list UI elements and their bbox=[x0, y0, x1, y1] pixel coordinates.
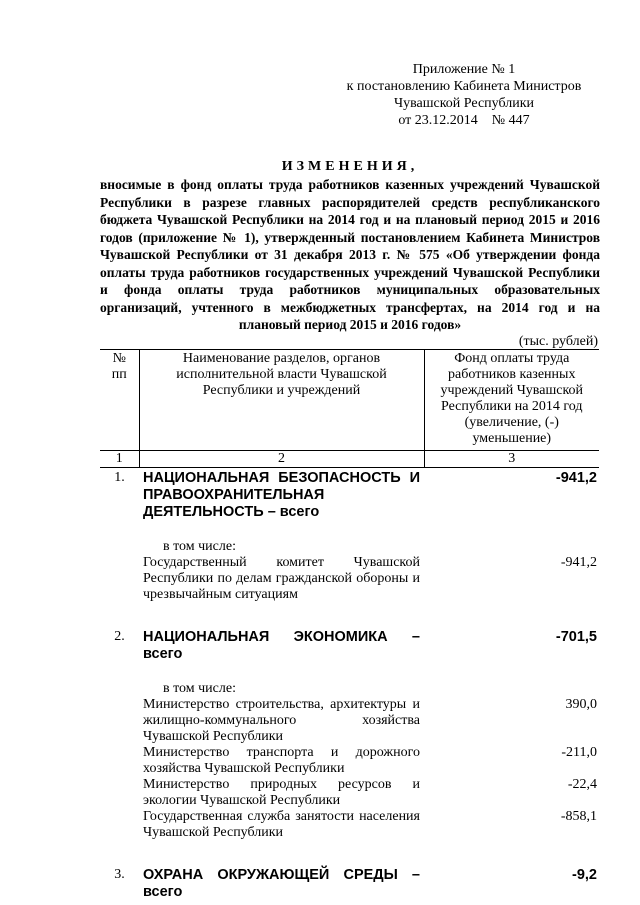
appendix-number: Приложение № 1 bbox=[412, 62, 516, 77]
spacer-row bbox=[100, 663, 599, 681]
item-row bbox=[100, 555, 599, 603]
appendix-header bbox=[330, 61, 598, 129]
header-name: Наименование разделов, органов исполнительной власти Чувашской Республики и учреждений bbox=[139, 350, 424, 451]
section-number: 1. bbox=[114, 470, 125, 485]
table-header-row bbox=[100, 350, 599, 451]
spacer-row bbox=[100, 521, 599, 539]
spacer-row bbox=[100, 841, 599, 865]
column-number: 3 bbox=[424, 451, 599, 468]
section-value: -701,5 bbox=[555, 629, 597, 645]
section-name: НАЦИОНАЛЬНАЯ ЭКОНОМИКА – всего bbox=[143, 629, 420, 662]
column-number-row bbox=[100, 451, 599, 468]
header-fund: Фонд оплаты труда работников казенных учреждений Чувашской Республики на 2014 год (увеличение, (-) уменьшение) bbox=[424, 350, 599, 451]
item-row bbox=[100, 697, 599, 745]
section-name: НАЦИОНАЛЬНАЯ БЕЗОПАСНОСТЬ И ПРАВООХРАНИТЕЛЬНАЯ ДЕЯТЕЛЬНОСТЬ – всего bbox=[143, 470, 420, 520]
units-label: (тыс. рублей) bbox=[518, 334, 598, 349]
including-row bbox=[100, 539, 599, 555]
section-name: ОХРАНА ОКРУЖАЮЩЕЙ СРЕДЫ – всего bbox=[143, 867, 420, 900]
including-row bbox=[100, 681, 599, 697]
appendix-republic: Чувашской Республики bbox=[393, 96, 535, 111]
section-value: -9,2 bbox=[572, 867, 597, 883]
including-label: в том числе: bbox=[163, 681, 236, 696]
document-title: ИЗМЕНЕНИЯ, bbox=[281, 159, 419, 174]
changes-table bbox=[100, 349, 599, 901]
including-label: в том числе: bbox=[163, 539, 236, 554]
section-value: -941,2 bbox=[555, 470, 597, 486]
item-name: Министерство строительства, архитектуры и жилищно-коммунального хозяйства Чувашской Республики bbox=[143, 697, 420, 744]
appendix-resolution: к постановлению Кабинета Министров bbox=[346, 79, 582, 94]
column-number: 2 bbox=[139, 451, 424, 468]
item-value: -211,0 bbox=[561, 745, 597, 760]
section-row bbox=[100, 468, 599, 522]
item-row bbox=[100, 809, 599, 841]
item-name: Государственная служба занятости населения Чувашской Республики bbox=[143, 809, 420, 840]
item-value: -858,1 bbox=[560, 809, 597, 824]
section-number: 2. bbox=[114, 629, 125, 644]
item-row bbox=[100, 745, 599, 777]
item-name: Государственный комитет Чувашской Республики по делам гражданской обороны и чрезвычайным ситуациям bbox=[143, 555, 420, 602]
item-name: Министерство транспорта и дорожного хозяйства Чувашской Республики bbox=[143, 745, 420, 776]
column-number: 1 bbox=[100, 451, 139, 468]
section-row bbox=[100, 627, 599, 663]
spacer-row bbox=[100, 603, 599, 627]
item-value: -22,4 bbox=[567, 777, 597, 792]
item-value: 390,0 bbox=[565, 697, 597, 712]
document-subtitle: вносимые в фонд оплаты труда работников казенных учреждений Чувашской Республики в разрезе главных распорядителей средств республиканского бюджета Чувашской Республики на 2014 год и на плановый период 2015 и 2016 годов (приложение № 1), утвержденный постановлением Кабинета Министров Чувашской Республики от 31 декабря 2013 г. № 575 «Об утверждении фонда оплаты труда работников государственных учреждений Чувашской Республики и фонда оплаты труда работников муниципальных образовательных организаций, учтенного в межбюджетных трансфертах, на 2014 год и на плановый период 2015 и 2016 годов» bbox=[100, 177, 600, 332]
section-row bbox=[100, 865, 599, 901]
item-value: -941,2 bbox=[560, 555, 597, 570]
appendix-date: от 23.12.2014 № 447 bbox=[398, 113, 530, 128]
item-name: Министерство природных ресурсов и экологии Чувашской Республики bbox=[143, 777, 420, 808]
header-number: № пп bbox=[100, 350, 139, 451]
section-number: 3. bbox=[114, 867, 125, 882]
item-row bbox=[100, 777, 599, 809]
